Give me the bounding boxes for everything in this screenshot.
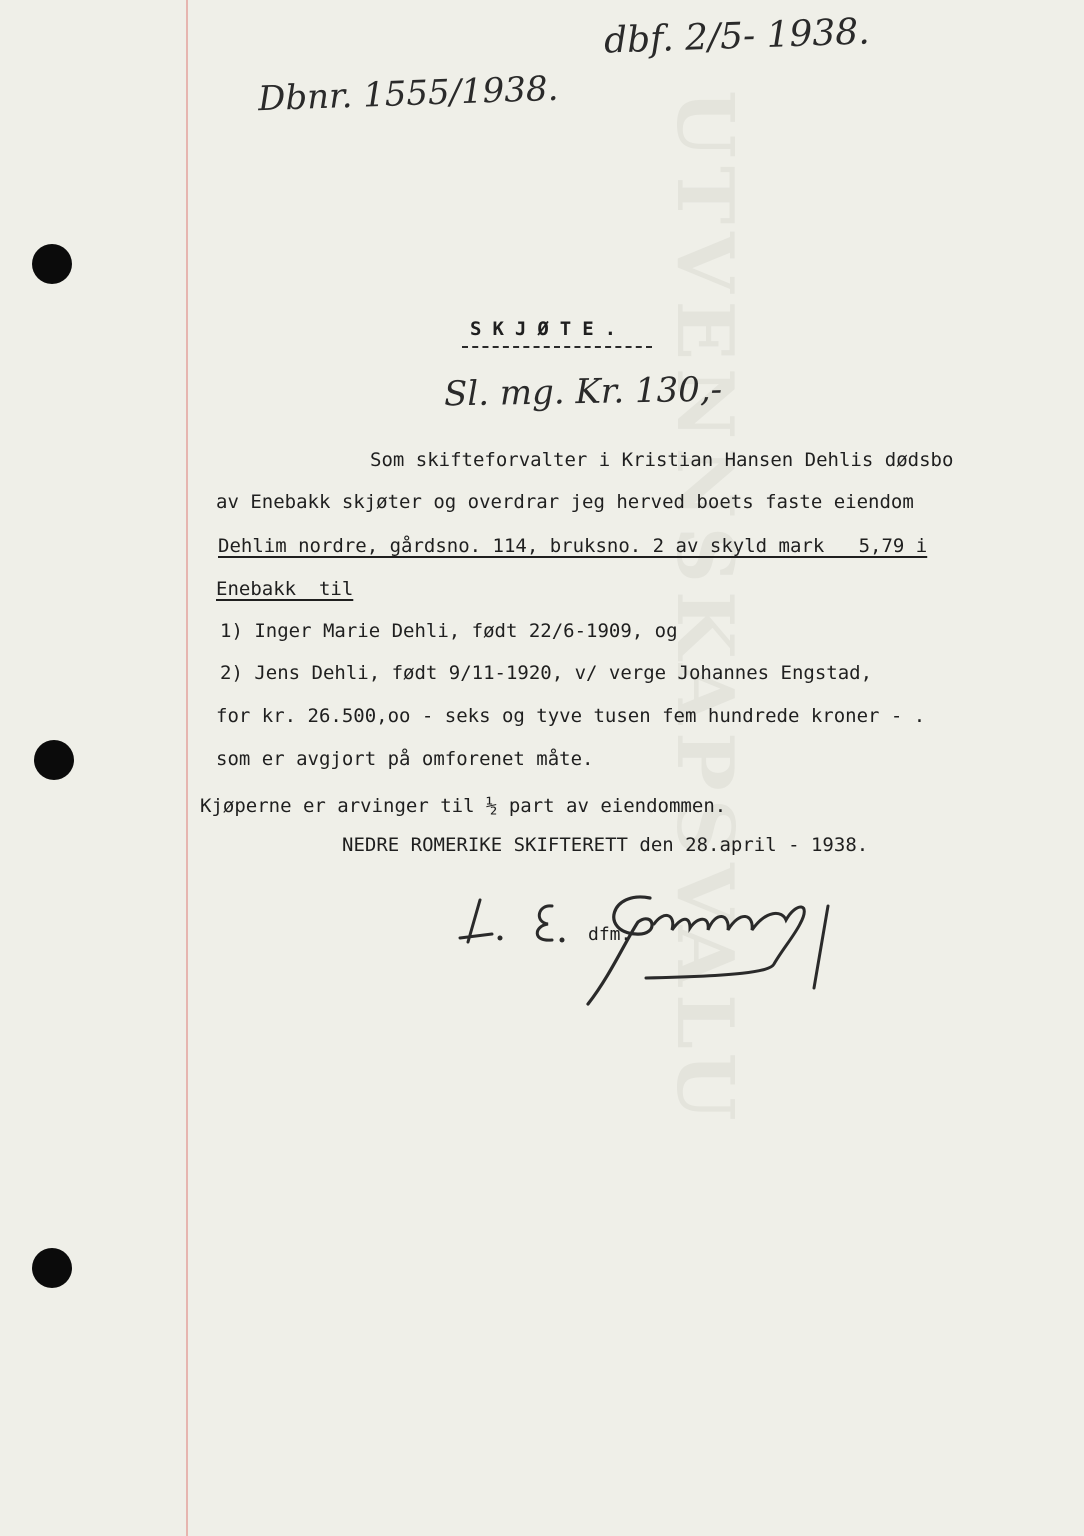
fee-note: Sl. mg. Kr. 130,-: [443, 369, 723, 415]
date-note: dbf. 2/5- 1938.: [603, 11, 871, 62]
body-line: Enebakk til: [216, 578, 354, 600]
record-number: Dbnr. 1555/1938.: [257, 68, 559, 120]
margin-rule: [186, 0, 188, 1536]
signature-title: dfm.: [588, 924, 632, 945]
body-line: Som skifteforvalter i Kristian Hansen Dehlis dødsbo: [370, 449, 954, 471]
body-line: Dehlim nordre, gårdsno. 114, bruksno. 2 av skyld mark 5,79 i: [218, 535, 928, 557]
body-line: NEDRE ROMERIKE SKIFTERETT den 28.april - 1938.: [342, 834, 869, 856]
document-title: SKJØTE.: [470, 318, 628, 340]
punch-hole-top: [32, 244, 72, 284]
punch-hole-bottom: [32, 1248, 72, 1288]
signature: [440, 880, 870, 1020]
punch-hole-middle: [34, 740, 74, 780]
body-line: av Enebakk skjøter og overdrar jeg herved boets faste eiendom: [216, 491, 914, 513]
body-line: for kr. 26.500,oo - seks og tyve tusen fem hundrede kroner - .: [216, 705, 926, 727]
body-line: 1) Inger Marie Dehli, født 22/6-1909, og: [220, 620, 678, 642]
body-line: 2) Jens Dehli, født 9/11-1920, v/ verge Johannes Engstad,: [220, 662, 873, 684]
body-line: som er avgjort på omforenet måte.: [216, 748, 594, 770]
watermark: UTVENNSKAPSVALU: [659, 90, 750, 1129]
title-underline: [462, 346, 652, 348]
body-line: Kjøperne er arvinger til ½ part av eiendommen.: [200, 795, 727, 817]
